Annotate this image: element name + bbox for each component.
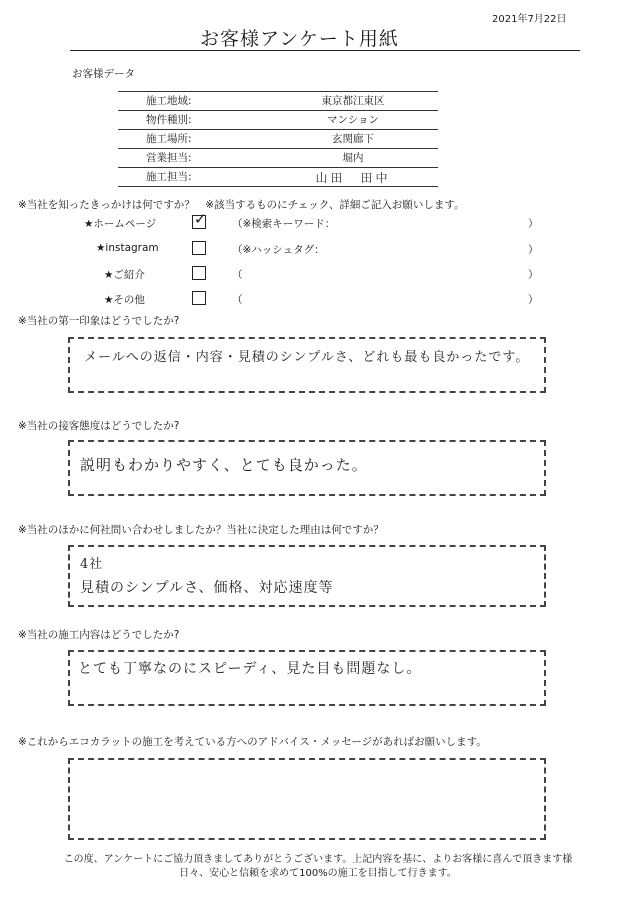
- answer-box-first-impression[interactable]: [68, 337, 546, 393]
- source-label-referral: ★ご紹介: [104, 269, 145, 281]
- customer-row-label: 営業担当:: [146, 152, 192, 164]
- footer-message: [30, 853, 606, 881]
- title-divider: [70, 50, 580, 51]
- customer-row-place: [118, 129, 438, 149]
- source-close-referral: ）: [528, 269, 539, 281]
- customer-row-area: [118, 91, 438, 111]
- source-detail-instagram: （※ハッシュタグ：: [232, 244, 325, 256]
- customer-row-value: 堀内: [342, 152, 364, 164]
- checkbox-other[interactable]: [192, 291, 206, 305]
- answer-service: 説明もわかりやすく、とても良かった。: [80, 456, 368, 474]
- customer-row-label: 施工場所:: [146, 133, 192, 145]
- answer-box-installation[interactable]: [68, 650, 546, 706]
- question-other-companies: ※当社のほかに何社問い合わせしましたか？当社に決定した理由は何ですか？: [18, 524, 384, 536]
- question-advice: ※これからエコカラットの施工を考えている方へのアドバイス・メッセージがあればお願いします。: [18, 736, 487, 748]
- checkbox-homepage[interactable]: [192, 210, 207, 229]
- customer-section-label: お客様データ: [72, 68, 135, 80]
- checkbox-instagram[interactable]: [192, 241, 206, 255]
- footer-line-2: 日々、安心と信頼を求めて100%の施工を目指して行きます。: [179, 868, 457, 879]
- question-service: ※当社の接客態度はどうでしたか?: [18, 420, 180, 432]
- customer-row-sales: [118, 148, 438, 168]
- answer-installation: とても丁寧なのにスピーディ、見た目も問題なし。: [78, 661, 422, 677]
- source-detail-referral: （: [232, 269, 243, 281]
- source-label-instagram: ★instagram: [96, 242, 159, 254]
- customer-row-label: 施工地域:: [146, 95, 192, 107]
- customer-row-label: 物件種別:: [146, 114, 192, 126]
- customer-row-type: [118, 110, 438, 130]
- footer-line-1: この度、アンケートにご協力頂きましてありがとうございます。上記内容を基に、よりお客様に喜んで頂きます様: [63, 854, 573, 865]
- customer-row-value: 玄関廊下: [332, 133, 374, 145]
- source-detail-other: （: [232, 294, 243, 306]
- source-close-instagram: ）: [528, 244, 539, 256]
- customer-row-value: 山田 田中: [315, 171, 391, 185]
- checkbox-referral[interactable]: [192, 266, 206, 280]
- customer-row-label: 施工担当:: [146, 171, 192, 183]
- source-label-homepage: ★ホームページ: [84, 218, 157, 230]
- page-title: お客様アンケート用紙: [200, 28, 399, 50]
- answer-decision-reason: 見積のシンプルさ、価格、対応速度等: [80, 580, 334, 596]
- answer-box-other-companies[interactable]: [68, 545, 546, 607]
- customer-row-value: 東京都江東区: [321, 95, 385, 107]
- source-close-other: ）: [528, 294, 539, 306]
- check-mark-icon: ✓: [194, 210, 207, 228]
- answer-company-count: 4社: [80, 557, 104, 572]
- answer-first-impression: メールへの返信・内容・見積のシンプルさ、どれも最も良かったです。: [84, 350, 530, 365]
- customer-row-value: マンション: [326, 114, 380, 126]
- source-close-homepage: ）: [528, 218, 539, 230]
- source-label-other: ★その他: [104, 294, 145, 306]
- question-installation: ※当社の施工内容はどうでしたか?: [18, 629, 180, 641]
- answer-box-advice[interactable]: [68, 758, 546, 840]
- survey-date: 2021年7月22日: [492, 14, 567, 25]
- customer-row-installer: [118, 167, 438, 187]
- question-source: ※当社を知ったきっかけは何ですか？ ※該当するものにチェック、詳細ご記入お願いします。: [18, 199, 465, 211]
- source-detail-homepage: （※検索キーワード：: [232, 218, 336, 230]
- answer-box-service[interactable]: [68, 440, 546, 496]
- question-first-impression: ※当社の第一印象はどうでしたか?: [18, 315, 180, 327]
